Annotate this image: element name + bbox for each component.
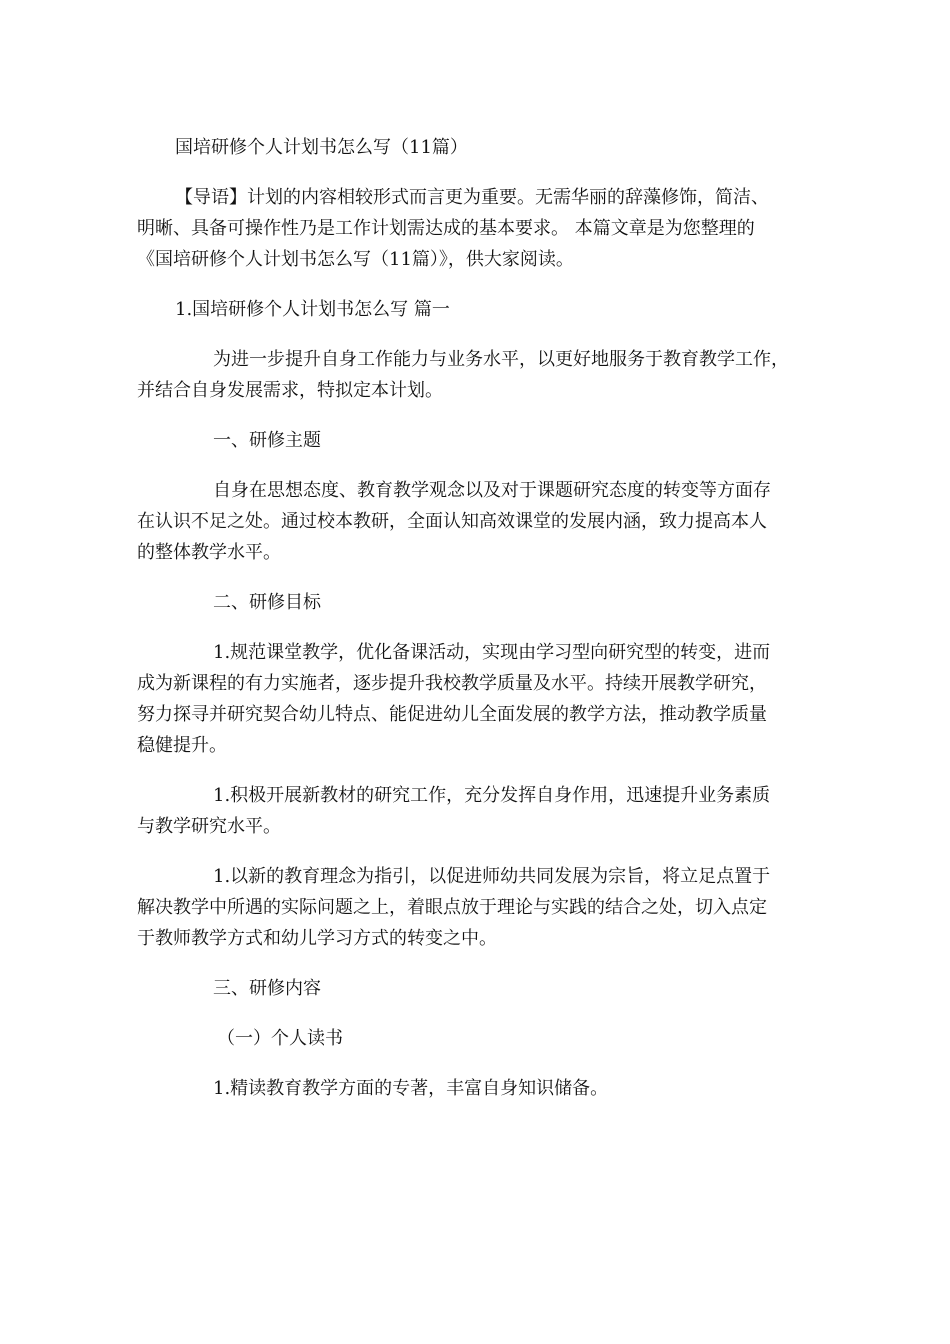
intro-paragraph <box>137 182 813 275</box>
opening-paragraph <box>137 344 813 406</box>
paragraph-line: 为进一步提升自身工作能力与业务水平，以更好地服务于教育教学工作， <box>213 349 789 370</box>
paragraph-line: 努力探寻并研究契合幼儿特点、能促进幼儿全面发展的教学方法，推动教学质量 <box>137 704 767 725</box>
goal-paragraph-2 <box>137 780 813 842</box>
paragraph-line: 与教学研究水平。 <box>137 816 281 837</box>
paragraph-line: 1.积极开展新教材的研究工作，充分发挥自身作用，迅速提升业务素质 <box>213 785 771 806</box>
document-title: 国培研修个人计划书怎么写（11篇） <box>175 137 468 158</box>
intro-line: 《国培研修个人计划书怎么写（11篇）》，供大家阅读。 <box>137 249 574 270</box>
paragraph-line: 的整体教学水平。 <box>137 542 281 563</box>
intro-line: 明晰、具备可操作性乃是工作计划需达成的基本要求。 本篇文章是为您整理的 <box>137 218 755 239</box>
document-body <box>137 132 813 1123</box>
paragraph-line: 1.精读教育教学方面的专著，丰富自身知识储备。 <box>213 1078 609 1099</box>
paragraph-line: 1.以新的教育理念为指引，以促进师幼共同发展为宗旨，将立足点置于 <box>213 866 771 887</box>
paragraph-line: 并结合自身发展需求，特拟定本计划。 <box>137 380 443 401</box>
section-heading-theme: 一、研修主题 <box>213 430 321 451</box>
goal-paragraph-1 <box>137 637 813 761</box>
article-heading: 1.国培研修个人计划书怎么写 篇一 <box>175 299 450 320</box>
intro-line: 【导语】计划的内容相较形式而言更为重要。无需华丽的辞藻修饰，简洁、 <box>175 187 769 208</box>
paragraph-line: 自身在思想态度、教育教学观念以及对于课题研究态度的转变等方面存 <box>213 480 771 501</box>
reading-paragraph <box>137 1073 813 1104</box>
goal-paragraph-3 <box>137 861 813 954</box>
theme-paragraph <box>137 475 813 568</box>
paragraph-line: 1.规范课堂教学，优化备课活动，实现由学习型向研究型的转变，进而 <box>213 642 771 663</box>
paragraph-line: 成为新课程的有力实施者，逐步提升我校教学质量及水平。持续开展教学研究， <box>137 673 767 694</box>
section-heading-content: 三、研修内容 <box>213 978 321 999</box>
paragraph-line: 解决教学中所遇的实际问题之上，着眼点放于理论与实践的结合之处，切入点定 <box>137 897 767 918</box>
paragraph-line: 于教师教学方式和幼儿学习方式的转变之中。 <box>137 928 497 949</box>
section-heading-goals: 二、研修目标 <box>213 592 321 613</box>
paragraph-line: 稳健提升。 <box>137 735 227 756</box>
subsection-heading-reading: （一）个人读书 <box>217 1028 343 1049</box>
paragraph-line: 在认识不足之处。通过校本教研，全面认知高效课堂的发展内涵，致力提高本人 <box>137 511 767 532</box>
